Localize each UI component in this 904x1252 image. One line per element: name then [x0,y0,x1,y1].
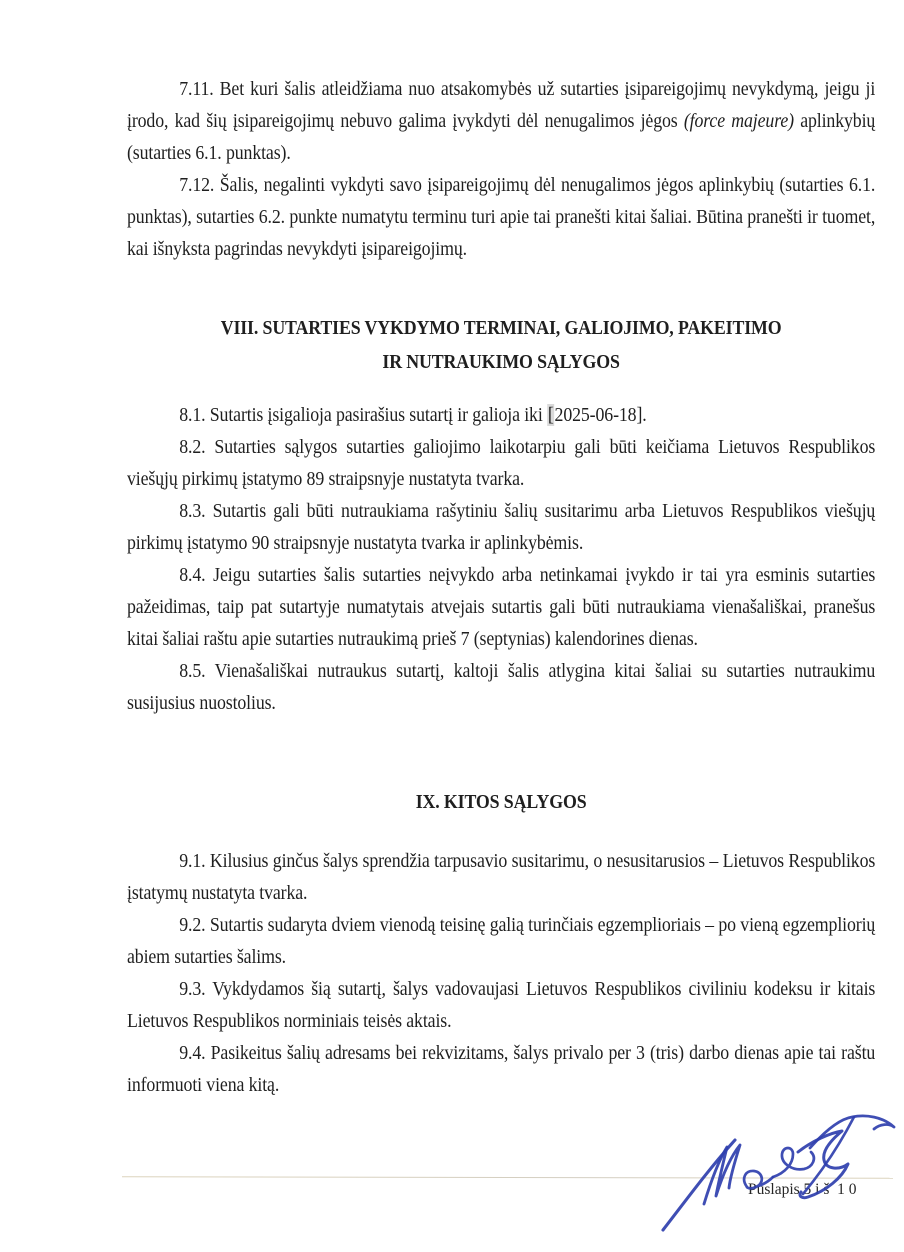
force-majeure-italic: (force majeure) [683,110,794,132]
clause-8-4: 8.4. Jeigu sutarties šalis sutarties neįvykdo arba netinkamai įvykdo ir tai yra esminis sutarties pažeidimas, taip pat sutartyje numatytais atvejais sutartis gali būti nutraukiama vienašališkai, pranešus kitai šaliai raštu apie sutarties nutraukimą prieš 7 (septynias) kalendorines dienas. [127,564,876,650]
date-field-open-bracket: [ [547,404,554,426]
page-number-label: Puslapis 5 i š 1 0 [748,1181,857,1198]
clause-7-11-text: 7.11. Bet kuri šalis atleidžiama nuo atsakomybės už sutarties įsipareigojimų nevykdymą, jeigu ji įrodo, kad šių įsipareigojimų nebuvo galima įvykdyti dėl nenugalimos jėgos [127,78,876,132]
clause-8-3: 8.3. Sutartis gali būti nutraukiama rašytiniu šalių susitarimu arba Lietuvos Respublikos viešųjų pirkimų įstatymo 90 straipsnyje nustatyta tvarka ir aplinkybėmis. [127,500,876,554]
section-viii-heading [127,311,875,379]
clause-9-3: 9.3. Vykdydamos šią sutartį, šalys vadovaujasi Lietuvos Respublikos civiliniu kodeksu ir kitais Lietuvos Respublikos norminiais teisės aktais. [127,978,876,1032]
clause-7-12: 7.12. Šalis, negalinti vykdyti savo įsipareigojimų dėl nenugalimos jėgos aplinkybių (sutarties 6.1. punktas), sutarties 6.2. punkte numatytu terminu turi apie tai pranešti kitai šaliai. Būtina pranešti ir tuomet, kai išnyksta pagrindas nevykdyti įsipareigojimų. [127,174,876,260]
section-viii-heading-line2: IR NUTRAUKIMO SĄLYGOS [382,351,620,373]
footer-divider-line [122,1176,893,1179]
clause-9-1: 9.1. Kilusius ginčus šalys sprendžia tarpusavio susitarimu, o nesusitarusios – Lietuvos Respublikos įstatymų nustatyta tvarka. [127,850,876,904]
section-viii-heading-line1: VIII. SUTARTIES VYKDYMO TERMINAI, GALIOJIMO, PAKEITIMO [220,317,782,339]
clause-7-11-tail: aplinkybių (sutarties 6.1. punktas). [127,110,876,164]
document-body [127,73,875,1101]
clause-8-1-text: 8.1. Sutartis įsigalioja pasirašius sutartį ir galioja iki [179,404,547,426]
handwritten-signature-ink [650,1106,904,1252]
clause-9-2: 9.2. Sutartis sudaryta dviem vienodą teisinę galią turinčiais egzemplioriais – po vieną egzempliorių abiem sutarties šalims. [127,914,876,968]
date-field-close-bracket: ]. [636,404,647,426]
section-ix-heading: IX. KITOS SĄLYGOS [415,791,587,813]
clause-8-5: 8.5. Vienašališkai nutraukus sutartį, kaltoji šalis atlygina kitai šaliai su sutarties nutraukimu susijusius nuostolius. [127,660,876,714]
clause-8-2: 8.2. Sutarties sąlygos sutarties galiojimo laikotarpiu gali būti keičiama Lietuvos Respublikos viešųjų pirkimų įstatymo 89 straipsnyje nustatyta tvarka. [127,436,876,490]
clause-7-11 [127,73,875,169]
clause-8-1 [127,399,875,431]
contract-expiry-date: 2025-06-18 [554,404,637,426]
clause-9-4: 9.4. Pasikeitus šalių adresams bei rekvizitams, šalys privalo per 3 (tris) darbo dienas apie tai raštu informuoti viena kitą. [127,1042,876,1096]
